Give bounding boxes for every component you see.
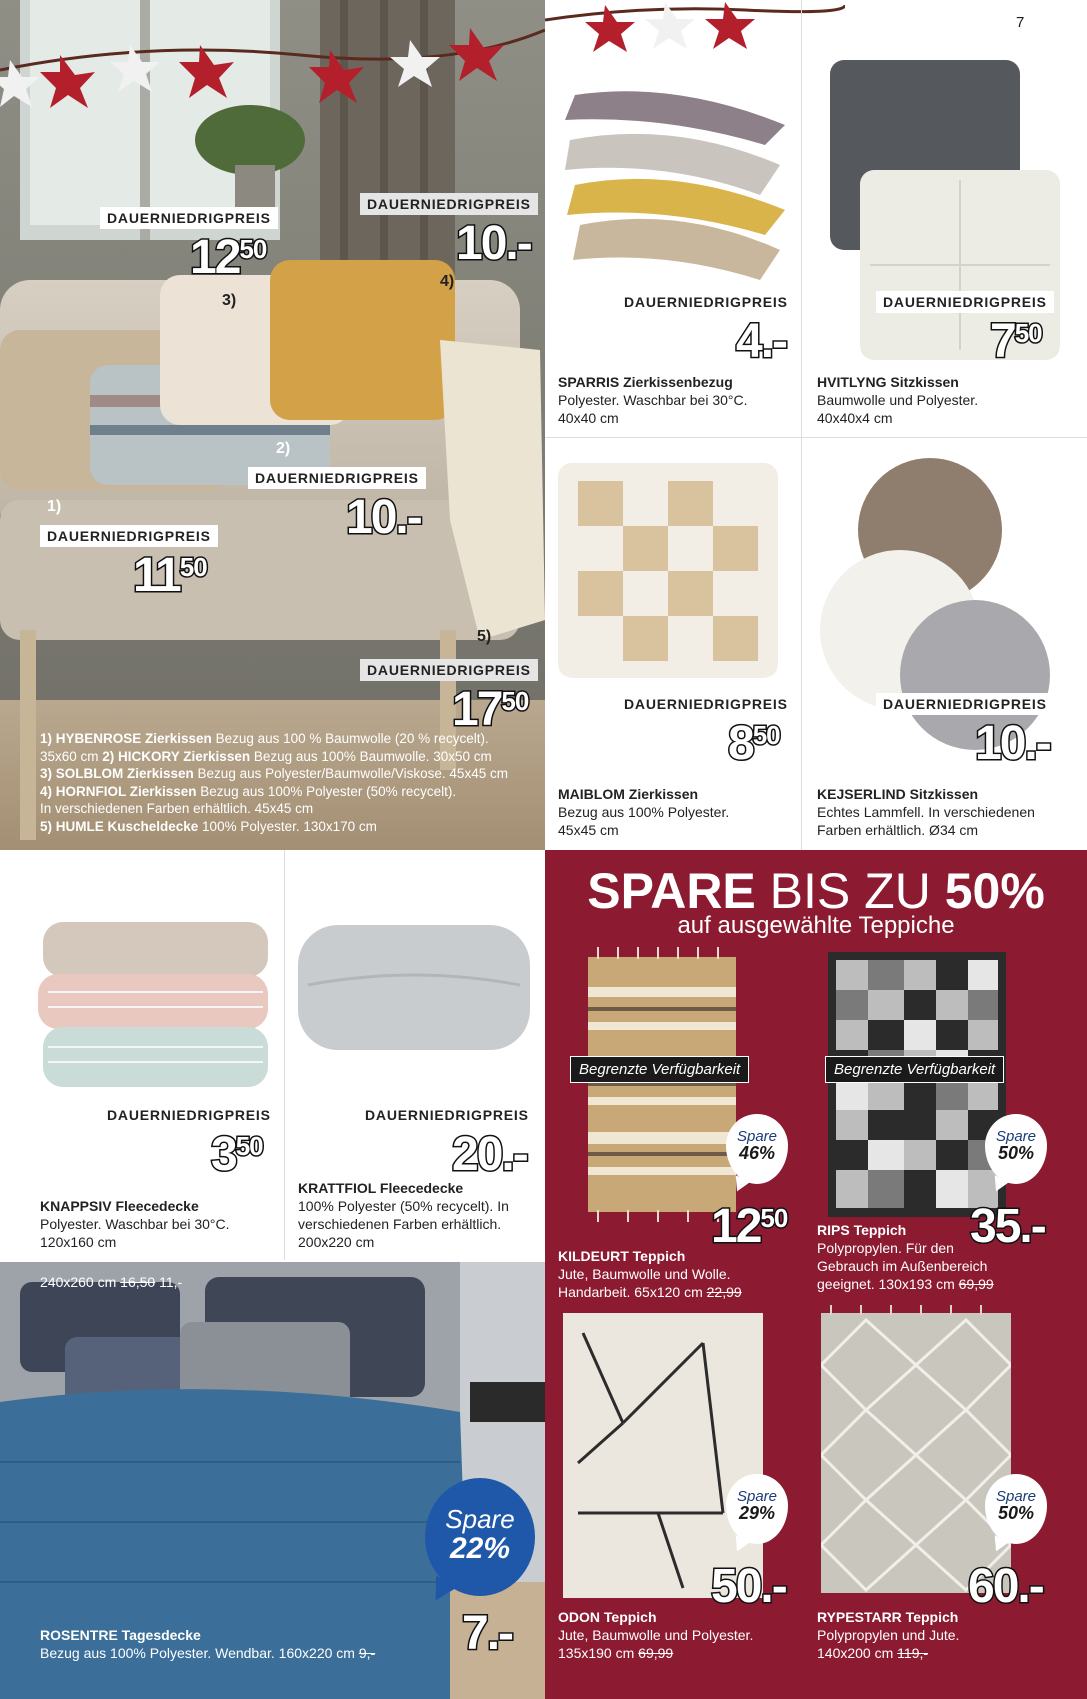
price-solblom: 1250 [190, 231, 267, 284]
hero-label-2: 2) [276, 440, 291, 457]
rips-spare-bubble: Spare 50% [985, 1114, 1047, 1184]
odon-rug-image [563, 1313, 763, 1598]
grid-divider [284, 850, 285, 1260]
kildeurt-limited-label: Begrenzte Verfügbarkeit [570, 1056, 749, 1083]
price-hornfiol: 10.- [456, 217, 531, 270]
kejserlind-description: KEJSERLIND Sitzkissen Echtes Lammfell. In verschiedenen Farben erhältlich. Ø34 cm [817, 786, 1035, 838]
price-humle: 1750 [452, 683, 529, 736]
price-rypestarr: 60.- [968, 1560, 1043, 1613]
hero-label-4: 4) [440, 273, 455, 290]
badge-hybenrose-3: DAUERNIEDRIGPREIS [100, 207, 278, 229]
badge-hickory: DAUERNIEDRIGPREIS [248, 467, 426, 489]
rips-limited-label: Begrenzte Verfügbarkeit [825, 1056, 1004, 1083]
rips-description: RIPS Teppich Polypropylen. Für den Gebrauch im Außenbereich geeignet. 130x193 cm 69,99 [817, 1222, 994, 1292]
page-number: 7 [1016, 14, 1025, 31]
price-sparris: 4.- [736, 315, 787, 368]
price-rips: 35.- [970, 1200, 1045, 1253]
badge-krattfiol: DAUERNIEDRIGPREIS [358, 1104, 536, 1126]
grid-divider [545, 437, 1087, 438]
kildeurt-spare-bubble: Spare 46% [726, 1114, 788, 1184]
kildeurt-description: KILDEURT Teppich Jute, Baumwolle und Wolle. Handarbeit. 65x120 cm 22,99 [558, 1248, 742, 1300]
sparris-cushion-image [555, 85, 795, 285]
price-hybenrose: 1150 [133, 549, 207, 602]
hero-label-5: 5) [477, 628, 492, 645]
badge-kejserlind: DAUERNIEDRIGPREIS [876, 693, 1054, 715]
hero-label-3: 3) [222, 292, 237, 309]
rypestarr-rug-image [821, 1305, 1011, 1600]
kildeurt-rug-image [588, 947, 736, 1222]
price-kildeurt: 1250 [711, 1200, 788, 1253]
price-kejserlind: 10.- [975, 717, 1050, 770]
badge-sparris: DAUERNIEDRIGPREIS [617, 291, 795, 313]
hero-label-1: 1) [47, 498, 62, 515]
odon-spare-bubble: Spare 29% [726, 1474, 788, 1544]
price-maiblom: 850 [728, 717, 780, 770]
rypestarr-description: RYPESTARR Teppich Polypropylen und Jute. 140x200 cm 119,- [817, 1609, 960, 1661]
maiblom-checker-cushion-image [558, 463, 778, 678]
badge-hvitlyng: DAUERNIEDRIGPREIS [876, 291, 1054, 313]
sale-subheadline: auf ausgewählte Teppiche [677, 912, 955, 939]
price-krattfiol: 20.- [452, 1128, 527, 1181]
price-hvitlyng: 750 [990, 315, 1042, 368]
rosentre-description: ROSENTRE Tagesdecke Bezug aus 100% Polyester. Wendbar. 160x220 cm 9,- [40, 1627, 376, 1661]
rypestarr-spare-bubble: Spare 50% [985, 1474, 1047, 1544]
rosentre-spare-bubble: Spare 22% [425, 1478, 535, 1596]
hero-description: 1) HYBENROSE Zierkissen Bezug aus 100 % Baumwolle (20 % recycelt). 35x60 cm 2) HICKORY Zierkissen Bezug aus 100% Baumwolle. 30x50 cm 3) SOLBLOM Zierkissen Bezug aus Polyester/Baumwolle/Viskose. 45x45 cm 4) HORNFIOL Zierkissen Bezug aus 100% Polyester (50% recycelt). In verschiedenen Farben erhältlich. 45x45 cm 5) HUMLE Kuscheldecke 100% Polyester. 130x170 cm [40, 731, 508, 834]
maiblom-description: MAIBLOM Zierkissen Bezug aus 100% Polyester. 45x45 cm [558, 786, 730, 838]
badge-maiblom: DAUERNIEDRIGPREIS [617, 693, 795, 715]
badge-hybenrose: DAUERNIEDRIGPREIS [40, 525, 218, 547]
sale-headline: SPARE BIS ZU 50% [587, 863, 1045, 919]
badge-humle: DAUERNIEDRIGPREIS [360, 659, 538, 681]
price-rosentre: 7.- [462, 1607, 513, 1660]
rosentre-top-price-line: 240x260 cm 16,50 11,- [40, 1274, 183, 1290]
knappsiv-fleece-stack-image [38, 912, 273, 1097]
garland-decoration [545, 0, 845, 60]
knappsiv-description: KNAPPSIV Fleecedecke Polyester. Waschbar bei 30°C. 120x160 cm [40, 1198, 230, 1250]
price-hickory: 10.- [346, 491, 421, 544]
krattfiol-fleece-image [298, 925, 530, 1055]
odon-description: ODON Teppich Jute, Baumwolle und Polyester. 135x190 cm 69,99 [558, 1609, 754, 1661]
grid-divider [801, 0, 802, 850]
hvitlyng-description: HVITLYNG Sitzkissen Baumwolle und Polyester. 40x40x4 cm [817, 374, 979, 426]
sparris-description: SPARRIS Zierkissenbezug Polyester. Waschbar bei 30°C. 40x40 cm [558, 374, 748, 426]
rips-rug-image [828, 952, 1006, 1217]
price-knappsiv: 350 [211, 1128, 263, 1181]
badge-knappsiv: DAUERNIEDRIGPREIS [100, 1104, 278, 1126]
krattfiol-description: KRATTFIOL Fleecedecke 100% Polyester (50% recycelt). In verschiedenen Farben erhältlich. 200x220 cm [298, 1180, 509, 1250]
badge-hornfiol: DAUERNIEDRIGPREIS [360, 193, 538, 215]
price-odon: 50.- [711, 1560, 786, 1613]
